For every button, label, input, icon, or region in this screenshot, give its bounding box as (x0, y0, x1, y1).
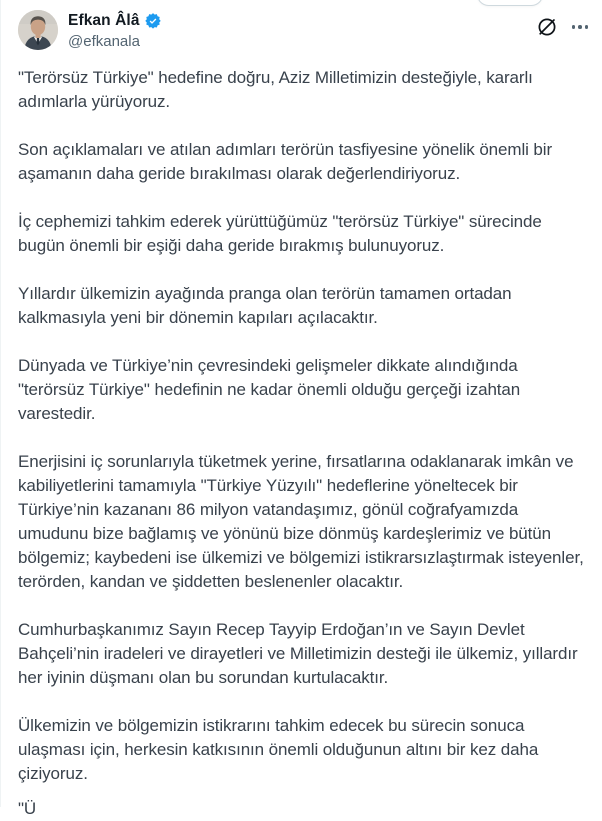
tweet-paragraph: Enerjisini iç sorunlarıyla tüketmek yerine, fırsatlarına odaklanarak imkân ve kabiliyetlerini tamamıyla "Türkiye Yüzyılı" hedeflerine yöneltecek bir Türkiye’nin kazananı 86 milyon vatandaşımız, gönül coğrafyamızda umudunu bize bağlamış ve yönünü bize dönmüş kardeşlerimiz ve bütün bölgemiz; kaybedeni ise ülkemizi ve bölgemizi istikrarsızlaştırmak isteyenler, terörden, kandan ve şiddetten beslenenler olacaktır. (18, 452, 584, 591)
grok-slashed-circle-icon (536, 16, 558, 38)
author-name[interactable]: Efkan Âlâ (68, 12, 140, 29)
tweet-text (18, 66, 588, 786)
more-options-icon (572, 25, 589, 29)
avatar[interactable] (18, 10, 58, 50)
tweet-paragraph: Yıllardır ülkemizin ayağında pranga olan terörün tamamen ortadan kalkmasıyla yeni bir dönemin kapıları açılacaktır. (18, 284, 512, 327)
scroll-pill-button[interactable] (477, 0, 543, 6)
tweet-paragraph: Son açıklamaları ve atılan adımları terörün tasfiyesine yönelik önemli bir aşamanın daha geride bırakılması olarak değerlendiriyoruz. (18, 140, 553, 183)
tweet-paragraph: Dünyada ve Türkiye’nin çevresindeki gelişmeler dikkate alındığında "terörsüz Türkiye" hedefinin ne kadar önemli olduğu gerçeği izahtan varestedir. (18, 356, 521, 423)
tweet-paragraph: Cumhurbaşkanımız Sayın Recep Tayyip Erdoğan’ın ve Sayın Devlet Bahçeli’nin iradeleri ve dirayetleri ve Milletimizin desteği ile ülkemiz, yıllardır her iyinin düşmanı olan bu sorundan kurtulacaktır. (18, 620, 578, 687)
more-options-button[interactable] (572, 25, 589, 29)
header-actions (536, 10, 589, 38)
clipped-next-line: "Ü (18, 799, 37, 818)
tweet-paragraph: İç cephemizi tahkim ederek yürüttüğümüz "terörsüz Türkiye" sürecinde bugün önemli bir eşiği daha geride bırakmış bulunuyoruz. (18, 212, 542, 255)
grok-button[interactable] (536, 16, 558, 38)
tweet-header (18, 10, 588, 52)
verified-badge-icon (144, 12, 162, 30)
author-block (68, 10, 536, 52)
author-handle: @efkanala (68, 33, 140, 50)
tweet-paragraph: "Terörsüz Türkiye" hedefine doğru, Aziz Milletimizin desteğiyle, kararlı adımlarla yürüyoruz. (18, 68, 533, 111)
tweet-paragraph: Ülkemizin ve bölgemizin istikrarını tahkim edecek bu sürecin sonuca ulaşması için, herkesin katkısının önemli olduğunun altını bir kez daha çiziyoruz. (18, 716, 539, 783)
avatar-portrait (18, 10, 58, 50)
timeline-left-divider (0, 0, 1, 807)
